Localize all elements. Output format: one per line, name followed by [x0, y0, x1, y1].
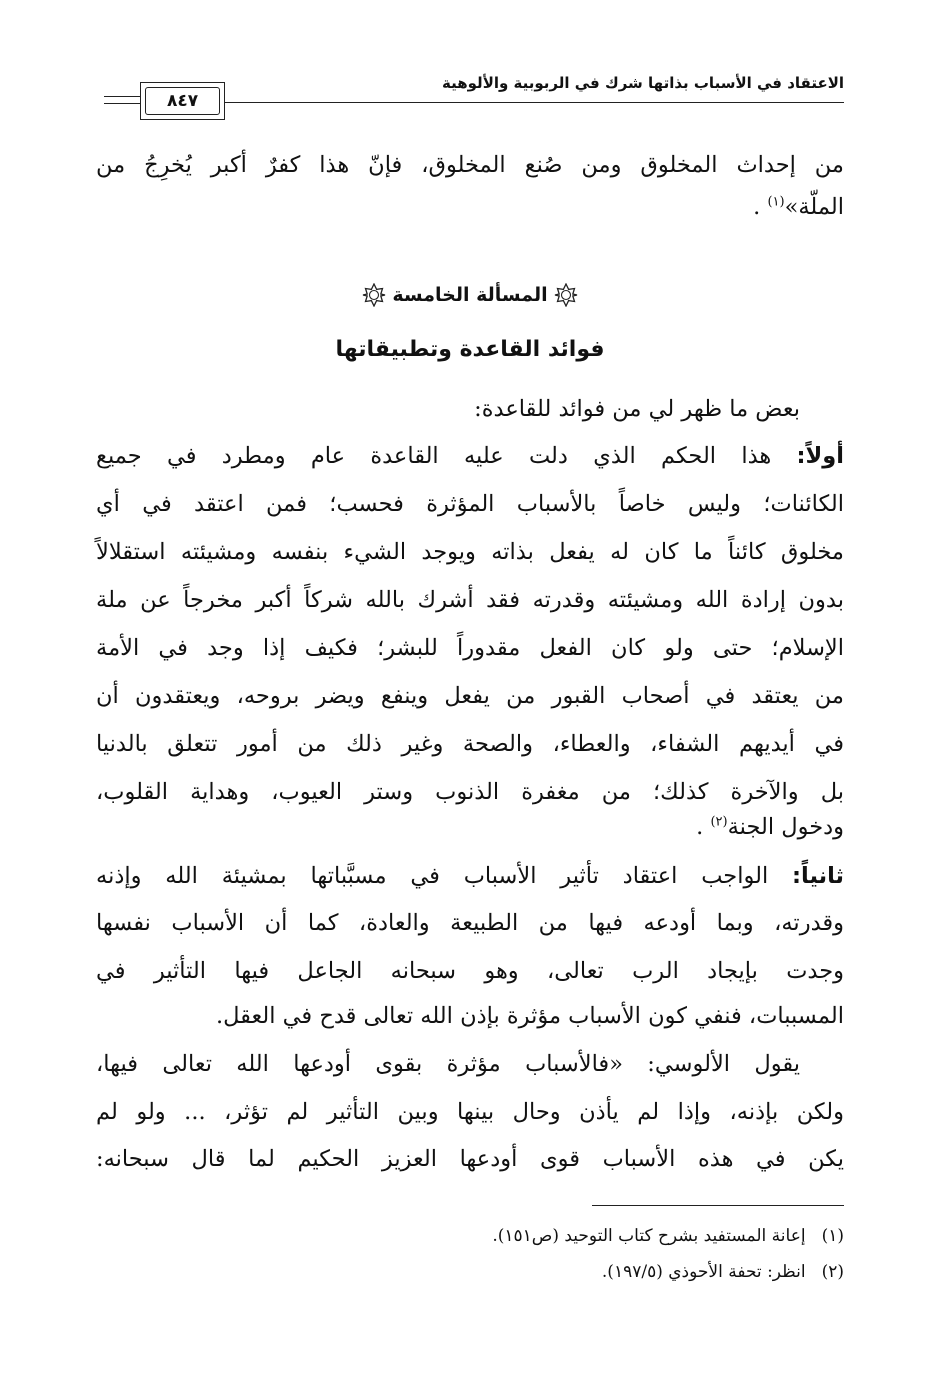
- second-point-line-2: وقدرته، وبما أودعه فيها من الطبيعة والعادة، كما أن الأسباب نفسها: [96, 910, 844, 936]
- footnote-2-text: انظر: تحفة الأحوذي (١٩٧/٥).: [601, 1262, 806, 1282]
- footnote-1-text: إعانة المستفيد بشرح كتاب التوحيد (ص١٥١).: [492, 1226, 806, 1246]
- first-point-line-1-text: هذا الحكم الذي دلت عليه القاعدة عام ومطرد في جميع: [96, 443, 772, 469]
- footnote-ref-1: (١): [767, 194, 785, 210]
- page-number: ٨٤٧: [145, 87, 220, 115]
- first-point-line-8: بل والآخرة كذلك؛ من مغفرة الذنوب وستر العيوب، وهداية القلوب،: [96, 779, 844, 805]
- star-ornament-icon: [362, 283, 386, 307]
- header-rule: [225, 102, 844, 103]
- second-point-line-1-text: الواجب اعتقاد تأثير الأسباب في مسبَّباتها بمشيئة الله وإذنه: [96, 863, 769, 889]
- running-header: الاعتقاد في الأسباب بذاتها شرك في الربوبية والألوهية: [442, 74, 844, 92]
- star-ornament-icon: [554, 283, 578, 307]
- second-point-line-3: وجدت بإيجاد الرب تعالى، وهو سبحانه الجاعل فيها التأثير في: [96, 958, 844, 984]
- first-point-line-2: الكائنات؛ وليس خاصاً بالأسباب المؤثرة فحسب؛ فمن اعتقد في أي: [96, 491, 844, 517]
- first-point-line-9-text: ودخول الجنة: [727, 814, 844, 840]
- first-point-line-1: [96, 443, 844, 470]
- footnote-2-number: (٢): [821, 1262, 844, 1282]
- second-point-label: ثانياً:: [792, 863, 845, 889]
- first-point-line-9: ودخول الجنة$^{(٢)}$ .: [696, 814, 844, 840]
- second-point-line-4: المسببات، فنفي كون الأسباب مؤثرة بإذن الله تعالى قدح في العقل.: [215, 1003, 844, 1029]
- first-point-label: أولاً:: [796, 443, 844, 469]
- quote-line-3: يكن في هذه الأسباب قوى أودعها العزيز الحكيم لما قال سبحانه:: [96, 1146, 844, 1172]
- intro-line-1: من إحداث المخلوق ومن صُنع المخلوق، فإنّ هذا كفرٌ أكبر يُخرِجُ من: [96, 152, 844, 178]
- page-number-ornament: [104, 96, 140, 104]
- first-point-line-7: في أيديهم الشفاء، والعطاء، والصحة وغير ذلك من أمور تتعلق بالدنيا: [96, 731, 844, 757]
- intro-line-2: الملّة»$^{(١)}$ .: [753, 194, 844, 220]
- page-number-frame: [140, 82, 225, 120]
- quote-line-2: ولكن بإذنه، وإذا لم يأذن وحال بينها وبين التأثير لم تؤثر، ... ولو لم: [96, 1099, 844, 1125]
- first-point-line-5: الإسلام؛ حتى ولو كان الفعل مقدوراً للبشر؛ فكيف إذا وجد في الأمة: [96, 635, 844, 661]
- footnote-1-number: (١): [821, 1226, 844, 1246]
- first-point-line-6: من يعتقد في أصحاب القبور من يفعل وينفع ويضر بروحه، ويعتقدون أن: [96, 683, 844, 709]
- subheading: فوائد القاعدة وتطبيقاتها: [335, 337, 605, 362]
- section-heading-text: المسألة الخامسة: [392, 284, 548, 306]
- first-point-line-4: بدون إرادة الله ومشيئته وقدرته فقد أشرك بالله شركاً أكبر مخرجاً عن ملة: [96, 587, 844, 613]
- footnote-2: [96, 1262, 844, 1282]
- footnote-ref-2: (٢): [710, 814, 728, 830]
- quote-line-1: يقول الألوسي: «فالأسباب مؤثرة بقوى أودعها الله تعالى فيها،: [96, 1051, 800, 1077]
- intro-line-2-text: الملّة»: [784, 194, 844, 220]
- first-point-line-3: مخلوق كائناً ما كان له يفعل بذاته ويوجد الشيء بنفسه ومشيئته استقلالاً: [96, 539, 844, 565]
- second-point-line-1: [96, 863, 844, 890]
- intro-sentence: بعض ما ظهر لي من فوائد للقاعدة:: [474, 396, 800, 422]
- footnote-1: [96, 1226, 844, 1246]
- section-heading: [200, 283, 740, 307]
- footnote-rule: [592, 1205, 844, 1206]
